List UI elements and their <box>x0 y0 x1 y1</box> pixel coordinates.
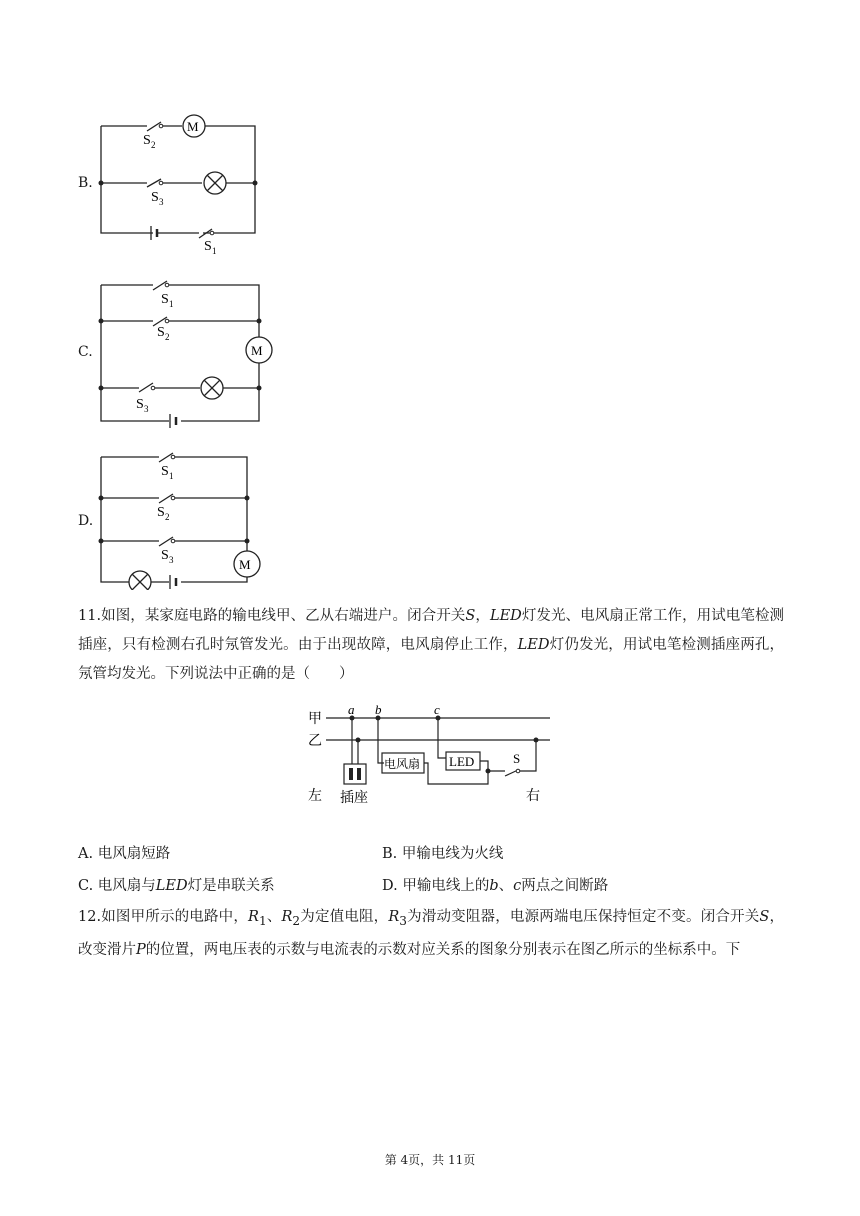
svg-text:3: 3 <box>144 404 149 414</box>
page-footer: 第 4页，共 11页 <box>384 1153 476 1167</box>
option-c-circuit <box>95 270 275 430</box>
svg-text:乙: 乙 <box>308 734 322 749</box>
option-d-label: D. <box>78 513 94 529</box>
svg-text:2: 2 <box>151 140 156 150</box>
motor-label: M <box>187 119 199 134</box>
option-b-circuit <box>95 110 265 255</box>
question-11-figure <box>300 700 560 808</box>
svg-text:S: S <box>143 133 151 148</box>
svg-text:S: S <box>161 464 169 479</box>
motor-label: M <box>251 343 263 358</box>
svg-text:左: 左 <box>308 789 322 804</box>
choice-b: B. 甲输电线为火线 <box>382 846 504 862</box>
choice-c: C. 电风扇与LED灯是串联关系 <box>78 878 275 894</box>
question-12-text: 12.如图甲所示的电路中，$R_1$、$R_2$为定值电阻，$R_3$为滑动变阻器，电源两端电压保持恒定不变。闭合开关S，改变滑片P的位置，两电压表的示数与电流表的示数对应关系的图象分别表示在图乙所示的坐标系中。下 <box>78 909 785 958</box>
svg-text:1: 1 <box>212 246 217 255</box>
svg-text:a: a <box>348 702 355 717</box>
svg-text:插座: 插座 <box>340 791 368 806</box>
svg-text:c: c <box>434 702 440 717</box>
svg-text:S: S <box>204 239 212 254</box>
question-11-text: 11.如图，某家庭电路的输电线甲、乙从右端进户。闭合开关S，LED灯发光、电风扇正常工作，用试电笔检测插座，只有检测右孔时氖管发光。由于出现故障，电风扇停止工作，LED灯仍发光，用试电笔检测插座两孔，氖管均发光。下列说法中正确的是（ ） <box>78 608 785 682</box>
choice-d: D. 甲输电线上的b、c两点之间断路 <box>382 878 609 894</box>
svg-text:1: 1 <box>169 471 174 481</box>
svg-text:b: b <box>375 702 382 717</box>
svg-text:1: 1 <box>169 299 174 309</box>
option-d-circuit <box>95 440 270 590</box>
svg-text:S: S <box>161 292 169 307</box>
svg-text:S: S <box>161 548 169 563</box>
svg-text:右: 右 <box>526 789 540 804</box>
svg-text:2: 2 <box>165 332 170 342</box>
svg-text:S: S <box>157 505 165 520</box>
svg-text:LED: LED <box>449 754 475 769</box>
svg-text:甲: 甲 <box>308 712 322 727</box>
svg-text:2: 2 <box>165 512 170 522</box>
option-b-label: B. <box>78 175 93 191</box>
svg-text:3: 3 <box>169 555 174 565</box>
svg-text:3: 3 <box>159 197 164 207</box>
svg-text:S: S <box>136 397 144 412</box>
svg-text:S: S <box>157 325 165 340</box>
motor-label: M <box>239 557 251 572</box>
svg-text:电风扇: 电风扇 <box>384 757 421 771</box>
option-c-label: C. <box>78 344 93 360</box>
choice-a: A. 电风扇短路 <box>78 846 171 862</box>
svg-text:S: S <box>151 190 159 205</box>
svg-text:S: S <box>513 751 521 766</box>
